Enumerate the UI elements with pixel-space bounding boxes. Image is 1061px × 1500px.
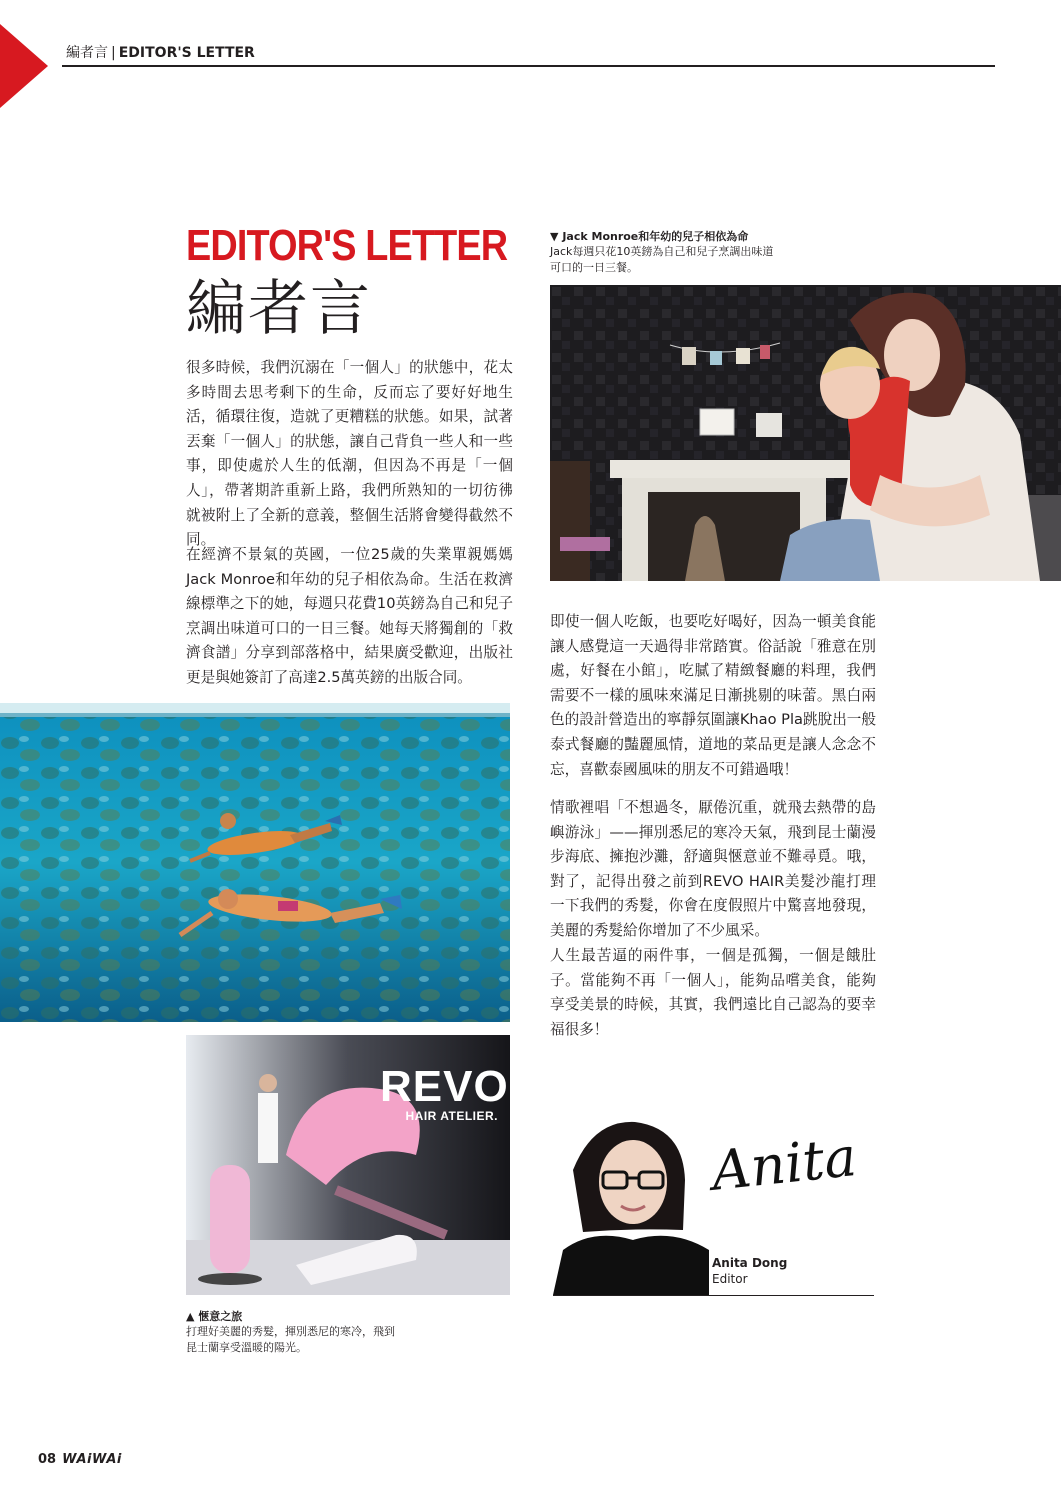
body-paragraph-3: 即使一個人吃飯，也要吃好喝好，因為一頓美食能讓人感覺這一天過得非常踏實。俗話說「雅意在別處，好餐在小館」，吃膩了精緻餐廳的料理，我們需要不一樣的風味來滿足日漸挑剔的味蕾。黑白兩色的設計營造出的寧靜氛圍讓Khao Pla跳脫出一般泰式餐廳的豔麗風情，道地的菜品更是讓人念念不忘，喜歡泰國風味的朋友不可錯過哦！ bbox=[550, 613, 876, 778]
page-number: 08 bbox=[38, 1452, 57, 1467]
header-rule bbox=[62, 65, 995, 67]
folio bbox=[38, 1452, 122, 1467]
caption-jack-monroe bbox=[550, 230, 880, 276]
caption-marker-up: ▲ bbox=[186, 1310, 195, 1323]
body-paragraph-2: 在經濟不景氣的英國，一位25歲的失業單親媽媽Jack Monroe和年幼的兒子相依為命。生活在救濟線標準之下的她，每週只花費10英鎊為自己和兒子烹調出味道可口的一日三餐。她每天將獨創的「救濟食譜」分享到部落格中，結果廣受歡迎，出版社更是與她簽訂了高達2.5萬英鎊的出版合同。 bbox=[186, 546, 513, 686]
caption-jack-title: Jack Monroe和年幼的兒子相依為命 bbox=[562, 230, 749, 243]
editor-signature: Anita bbox=[708, 1125, 860, 1203]
page-title-en: EDITOR'S LETTER bbox=[186, 221, 508, 270]
header-separator: | bbox=[111, 45, 116, 61]
header-section-zh: 編者言 bbox=[66, 45, 108, 61]
magazine-logo: WAiWAi bbox=[62, 1452, 122, 1467]
revo-subtitle: HAIR ATELIER. bbox=[405, 1109, 498, 1123]
running-header bbox=[66, 44, 255, 62]
caption-jack-line-2: 可口的一日三餐。 bbox=[550, 261, 638, 274]
caption-jack-line-1: Jack每週只花10英鎊為自己和兒子烹調出味道 bbox=[550, 245, 774, 258]
editor-name: Anita Dong bbox=[712, 1256, 788, 1270]
caption-marker-down: ▼ bbox=[550, 230, 559, 243]
editor-role: Editor bbox=[712, 1272, 748, 1286]
caption-revo-line-2: 昆士蘭享受溫暖的陽光。 bbox=[186, 1341, 307, 1354]
caption-revo-line-1: 打理好美麗的秀髮，揮別悉尼的寒冷，飛到 bbox=[186, 1325, 395, 1338]
photo-snorkelling-reef bbox=[0, 703, 510, 1022]
revo-brand: REVO bbox=[380, 1062, 509, 1111]
signature-rule bbox=[553, 1295, 874, 1296]
section-marker-arrow bbox=[0, 24, 48, 108]
page-title-zh: 編者言 bbox=[186, 274, 372, 344]
caption-revo bbox=[186, 1310, 516, 1356]
body-paragraph-1: 很多時候，我們沉溺在「一個人」的狀態中，花太多時間去思考剩下的生命，反而忘了要好好地生活，循環往復，造就了更糟糕的狀態。如果，試著丟棄「一個人」的狀態，讓自己背負一些人和一些事，即使處於人生的低潮，但因為不再是「一個人」，帶著期許重新上路，我們所熟知的一切彷彿就被附上了全新的意義，整個生活將會變得截然不同。 bbox=[186, 359, 513, 549]
photo-mother-and-son bbox=[550, 285, 1061, 581]
body-paragraph-4: 情歌裡唱「不想過冬，厭倦沉重，就飛去熱帶的島嶼游泳」——揮別悉尼的寒冷天氣，飛到昆士蘭漫步海底、擁抱沙灘，舒適與愜意並不難尋覓。哦，對了，記得出發之前到REVO HAIR美髮沙龍打理一下我們的秀髮，你會在度假照片中驚喜地發現，美麗的秀髮給你增加了不少風采。 bbox=[550, 799, 876, 939]
revo-logo bbox=[380, 1062, 509, 1124]
body-paragraph-5: 人生最苦逼的兩件事，一個是孤獨，一個是餓肚子。當能夠不再「一個人」，能夠品嚐美食，能夠享受美景的時候，其實，我們遠比自己認為的要幸福很多！ bbox=[550, 947, 876, 1038]
editor-portrait bbox=[553, 1110, 709, 1295]
caption-revo-title: 愜意之旅 bbox=[198, 1310, 243, 1323]
header-section-en: EDITOR'S LETTER bbox=[118, 45, 255, 61]
